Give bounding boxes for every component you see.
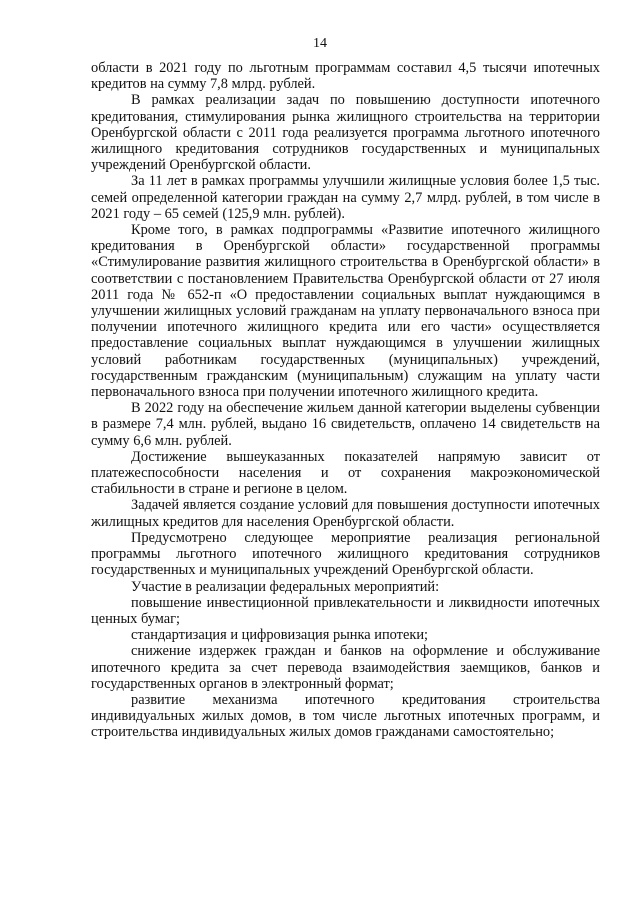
- list-item: повышение инвестиционной привлекательности и ликвидности ипотечных ценных бумаг;: [91, 594, 600, 627]
- paragraph-2: В рамках реализации задач по повышению доступности ипотечного кредитования, стимулирования рынка жилищного строительства на территории Оренбургской области с 2011 года реализуется программа льготного ипотечного жилищного кредитования сотрудников государственных и муниципальных учреждений Оренбургской области.: [91, 92, 600, 174]
- document-body: [91, 60, 600, 741]
- paragraph-8: Предусмотрено следующее мероприятие реализация региональной программы льготного ипотечного жилищного кредитования сотрудников государственных и муниципальных учреждений Оренбургской области.: [91, 529, 600, 579]
- paragraph-6: Достижение вышеуказанных показателей напрямую зависит от платежеспособности населения и от сохранения макроэкономической стабильности в стране и регионе в целом.: [91, 448, 600, 498]
- paragraph-1: области в 2021 году по льготным программам составил 4,5 тысячи ипотечных кредитов на сумму 7,8 млрд. рублей.: [91, 60, 600, 93]
- list-intro: Участие в реализации федеральных мероприятий:: [131, 578, 440, 595]
- list-item: стандартизация и цифровизация рынка ипотеки;: [131, 627, 429, 644]
- paragraph-3: За 11 лет в рамках программы улучшили жилищные условия более 1,5 тыс. семей определенной категории граждан на сумму 2,7 млрд. рублей, в том числе в 2021 году – 65 семей (125,9 млн. рублей).: [91, 173, 600, 222]
- page-number: 14: [313, 36, 327, 51]
- list-item: снижение издержек граждан и банков на оформление и обслуживание ипотечного кредита за счет перевода взаимодействия заемщиков, банков и государственных органов в электронный формат;: [91, 643, 600, 692]
- list-item: развитие механизма ипотечного кредитования строительства индивидуальных жилых домов, в том числе льготных ипотечных программ, и строительства индивидуальных жилых домов гражданами самостоятельно;: [91, 691, 600, 741]
- paragraph-5: В 2022 году на обеспечение жильем данной категории выделены субвенции в размере 7,4 млн. рублей, выдано 16 свидетельств, оплачено 14 свидетельств на сумму 6,6 млн. рублей.: [91, 400, 600, 449]
- paragraph-7: Задачей является создание условий для повышения доступности ипотечных жилищных кредитов для населения Оренбургской области.: [91, 497, 600, 530]
- paragraph-4: Кроме того, в рамках подпрограммы «Развитие ипотечного жилищного кредитования в Оренбургской области» государственной программы «Стимулирование развития жилищного строительства в Оренбургской области» в соответствии с постановлением Правительства Оренбургской области от 27 июля 2011 года № 652-п «О предоставлении социальных выплат нуждающимся в улучшении жилищных условий гражданам на уплату первоначального взноса при получении ипотечного жилищного кредита или его части» осуществляется предоставление социальных выплат нуждающимся в улучшении жилищных условий работникам государственных (муниципальных) учреждений, государственным гражданским (муниципальным) служащим на уплату части первоначального взноса при получении ипотечного жилищного кредита.: [91, 222, 600, 401]
